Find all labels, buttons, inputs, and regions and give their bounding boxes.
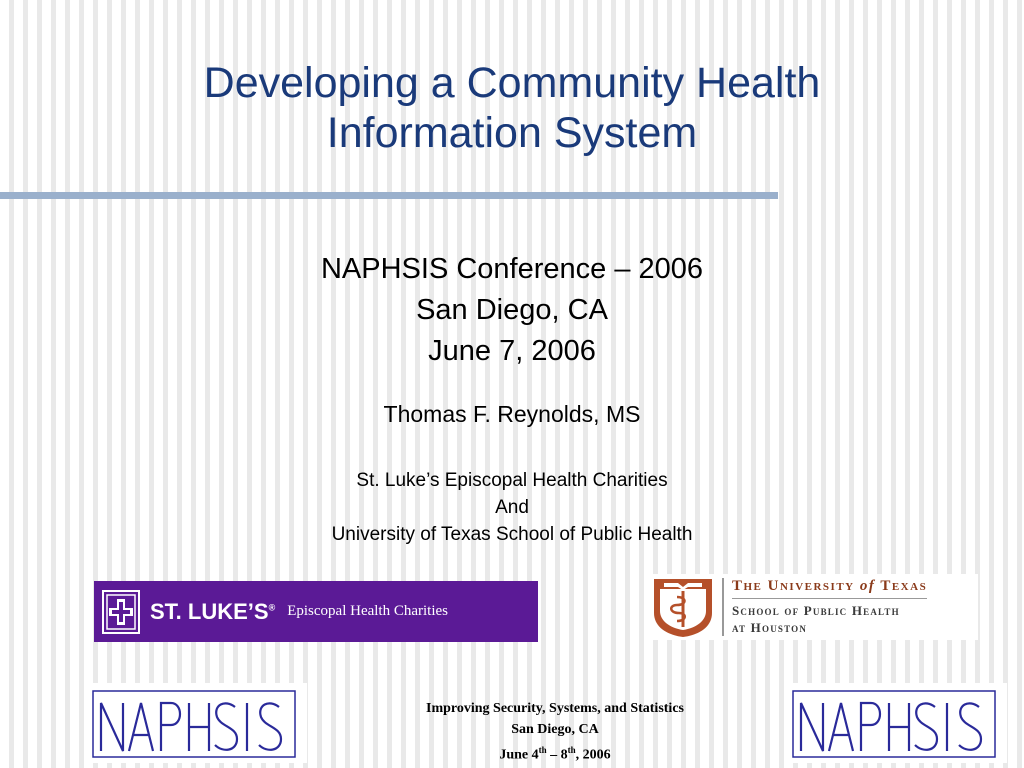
slide-title-line-1: Developing a Community Health [203,59,821,107]
conference-info [0,249,1024,372]
conference-date: June 7, 2006 [428,335,596,367]
ut-name: The University of Texas [732,578,927,599]
naphsis-wordmark-icon [787,683,1007,763]
stlukes-logo [94,581,538,642]
ut-seal-icon [650,575,716,639]
affiliation-1: St. Luke’s Episcopal Health Charities [356,470,668,491]
footer-location: San Diego, CA [511,722,599,737]
affiliation-conjunction: And [495,497,529,518]
naphsis-wordmark-icon [87,683,307,763]
ut-sph-logo [648,574,978,640]
footer-theme: Improving Security, Systems, and Statistics [426,701,684,716]
slide-title-line-2: Information System [326,109,698,157]
stlukes-subtitle: Episcopal Health Charities [287,603,449,619]
ut-divider [722,578,724,636]
conference-location: San Diego, CA [416,294,608,326]
title-divider [0,192,778,199]
stlukes-name: ST. LUKE’S® [150,598,276,624]
ut-location: at Houston [732,620,808,635]
affiliation-2: University of Texas School of Public Health [331,524,693,545]
ut-school: School of Public Health [732,603,900,618]
footer-dates: June 4th – 8th, 2006 [499,745,611,763]
ut-wordmark [732,578,927,636]
naphsis-logo-right [787,683,1007,763]
author-name: Thomas F. Reynolds, MS [383,401,641,427]
conference-name: NAPHSIS Conference – 2006 [320,253,704,285]
affiliations [0,467,1024,548]
slide-title [0,58,1024,158]
naphsis-logo-left [87,683,307,763]
stlukes-cross-icon [102,590,140,634]
slide-footer [330,698,780,766]
